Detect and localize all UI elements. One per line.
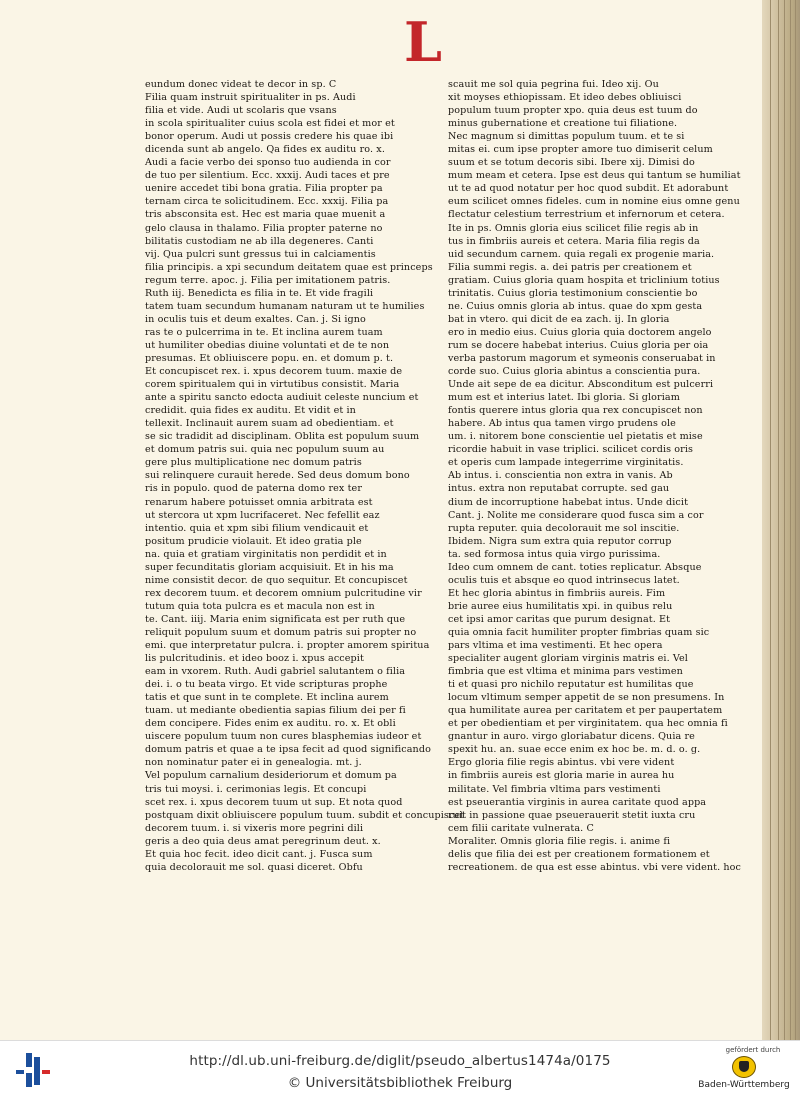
- text-line: Ideo cum omnem de cant. toties replicatur. Absque: [448, 561, 702, 573]
- text-line: nime consistit decor. de quo sequitur. Et concupiscet: [145, 574, 408, 586]
- text-line: Filia quam instruit spiritualiter in ps. Audi: [145, 92, 356, 104]
- text-line: Vel populum carnalium desideriorum et domum pa: [145, 770, 397, 782]
- text-line: brie auree eius humilitatis xpi. in quibus relu: [448, 600, 673, 612]
- text-line: tris tui moysi. i. cerimonias legis. Et concupi: [145, 783, 367, 795]
- text-line: vij. Qua pulcri sunt gressus tui in calciamentis: [145, 248, 376, 260]
- text-line: eam in vxorem. Ruth. Audi gabriel salutantem o filia: [145, 666, 406, 678]
- text-line: populum tuum propter xpo. quia deus est tuum do: [448, 105, 698, 117]
- text-line: tutum quia tota pulcra es et macula non est in: [145, 600, 375, 612]
- text-line: trinitatis. Cuius gloria testimonium conscientie bo: [448, 287, 698, 299]
- text-line: intus. extra non reputabat corrupte. sed gau: [448, 483, 670, 495]
- left-text-column: [145, 78, 465, 874]
- text-line: mum meam et cetera. Ipse est deus qui tantum se humiliat: [448, 170, 741, 182]
- text-line: locum vltimum semper appetit de se non presumens. In: [448, 692, 725, 704]
- text-line: habere. Ab intus qua tamen virgo prudens ole: [448, 418, 676, 430]
- text-line: Ibidem. Nigra sum extra quia reputor corrup: [448, 535, 672, 547]
- text-line: corde suo. Cuius gloria abintus a conscientia pura.: [448, 366, 701, 378]
- text-line: Unde ait sepe de ea dicitur. Absconditum est pulcerri: [448, 379, 714, 391]
- text-line: positum prudicie violauit. Et ideo gratia ple: [145, 535, 362, 547]
- text-line: fimbria que est vltima et minima pars vestimen: [448, 666, 683, 678]
- text-line: oculis tuis et absque eo quod intrinsecus latet.: [448, 574, 680, 586]
- sponsor-badge: [690, 1046, 798, 1098]
- text-line: bilitatis custodiam ne ab illa degeneres. Canti: [145, 235, 374, 247]
- text-line: cet ipsi amor caritas que purum designat. Et: [448, 613, 671, 625]
- state-seal-icon: [732, 1056, 756, 1078]
- text-line: emi. que interpretatur pulcra. i. propter amorem spiritua: [145, 640, 430, 652]
- text-line: delis que filia dei est per creationem formationem et: [448, 848, 710, 860]
- text-line: in scola spiritualiter cuius scola est fidei et mor et: [145, 118, 395, 130]
- text-line: uid secundum carnem. quia regali ex progenie maria.: [448, 248, 715, 260]
- text-line: dem concipere. Fides enim ex auditu. ro. x. Et obli: [145, 718, 396, 730]
- permalink-url[interactable]: http://dl.ub.uni-freiburg.de/diglit/pseudo_albertus1474a/0175: [189, 1053, 611, 1069]
- text-line: non nominatur pater ei in genealogia. mt. j.: [145, 757, 362, 769]
- text-line: in oculis tuis et deum exaltes. Can. j. Si igno: [145, 313, 366, 325]
- text-line: et operis cum lampade integerrime virginitatis.: [448, 457, 684, 469]
- text-line: militate. Vel fimbria vltima pars vestimenti: [448, 783, 661, 795]
- text-line: sui relinquere curauit herede. Sed deus domum bono: [145, 470, 410, 482]
- text-line: lis pulcritudinis. et ideo booz i. xpus accepit: [145, 653, 364, 665]
- text-line: decorem tuum. i. si vixeris more pegrini dili: [145, 822, 364, 834]
- text-line: ante a spiritu sancto edocta audiuit celeste nuncium et: [145, 392, 419, 404]
- text-line: fontis querere intus gloria qua rex concupiscet non: [448, 405, 703, 417]
- folio-letter: L: [404, 10, 442, 74]
- text-line: tatem tuam secundum humanam naturam ut te humilies: [145, 300, 425, 312]
- text-line: dium de incorruptione habebat intus. Unde dicit: [448, 496, 689, 508]
- text-line: spexit hu. an. suae ecce enim ex hoc be. m. d. o. g.: [448, 744, 701, 756]
- text-line: gratiam. Cuius gloria quam hospita et triclinium totius: [448, 274, 720, 286]
- text-line: Ite in ps. Omnis gloria eius scilicet filie regis ab in: [448, 222, 699, 234]
- text-line: na. quia et gratiam virginitatis non perdidit et in: [145, 548, 387, 560]
- text-line: Ergo gloria filie regis abintus. vbi vere vident: [448, 757, 675, 769]
- text-line: tatis et que sunt in te complete. Et inclina aurem: [145, 692, 389, 704]
- text-line: est pseuerantia virginis in aurea caritate quod appa: [448, 796, 707, 808]
- text-line: Cant. j. Nolite me considerare quod fusca sim a cor: [448, 509, 704, 521]
- text-line: domum patris et quae a te ipsa fecit ad quod significando: [145, 744, 431, 756]
- text-line: ricordie habuit in vase triplici. scilicet cordis oris: [448, 444, 694, 456]
- text-line: ut te ad quod notatur per hoc quod subdit. Et adorabunt: [448, 183, 729, 195]
- text-line: Ab intus. i. conscientia non extra in vanis. Ab: [448, 470, 673, 482]
- text-line: regum terre. apoc. j. Filia per imitationem patris.: [145, 274, 391, 286]
- text-line: et domum patris sui. quia nec populum suum au: [145, 444, 385, 456]
- text-line: eum scilicet omnes fideles. cum in nomine eius omne genu: [448, 196, 740, 208]
- text-line: mum est et interius latet. Ibi gloria. Si gloriam: [448, 392, 680, 404]
- text-line: reliquit populum suum et domum patris sui propter no: [145, 626, 417, 638]
- text-line: quia omnia facit humiliter propter fimbrias quam sic: [448, 626, 710, 638]
- text-line: ras te o pulcerrima in te. Et inclina aurem tuam: [145, 326, 383, 338]
- text-line: ero in medio eius. Cuius gloria quia doctorem angelo: [448, 326, 712, 338]
- text-line: Et hec gloria abintus in fimbriis aureis. Fim: [448, 587, 666, 599]
- text-line: filia principis. a xpi secundum deitatem quae est princeps: [145, 261, 433, 273]
- text-line: ti et quasi pro nichilo reputatur est humilitas que: [448, 679, 694, 691]
- text-line: tus in fimbriis aureis et cetera. Maria filia regis da: [448, 235, 700, 247]
- text-line: presumas. Et obliuiscere popu. en. et domum p. t.: [145, 352, 394, 364]
- sponsor-note: gefördert durch: [725, 1046, 781, 1054]
- text-line: ta. sed formosa intus quia virgo purissima.: [448, 548, 661, 560]
- text-line: eundum donec videat te decor in sp. C: [145, 79, 337, 90]
- text-line: minus gubernatione et creatione tui filiatione.: [448, 118, 678, 130]
- text-line: in fimbriis aureis est gloria marie in aurea hu: [448, 770, 675, 782]
- text-line: recreationem. de qua est esse abintus. vbi vere vident. hoc: [448, 861, 742, 873]
- sponsor-name: Baden-Württemberg: [698, 1080, 790, 1090]
- text-line: ternam circa te solicitudinem. Ecc. xxxij. Filia pa: [145, 196, 389, 208]
- copyright-notice: © Universitätsbibliothek Freiburg: [287, 1075, 513, 1091]
- text-line: Filia summi regis. a. dei patris per creationem et: [448, 261, 692, 273]
- text-line: dicenda sunt ab angelo. Qa fides ex auditu ro. x.: [145, 144, 385, 156]
- text-line: ne. Cuius omnis gloria ab intus. quae do xpm gesta: [448, 300, 703, 312]
- text-line: Nec magnum si dimittas populum tuum. et te si: [448, 131, 685, 143]
- text-line: Ruth iij. Benedicta es filia in te. Et vide fragili: [145, 287, 374, 299]
- text-line: bat in vtero. qui dicit de ea zach. ij. In gloria: [448, 313, 670, 325]
- text-line: corem spiritualem qui in virtutibus consistit. Maria: [145, 379, 400, 391]
- text-line: super fecunditatis gloriam acquisiuit. Et in his ma: [145, 561, 394, 573]
- text-line: Et quia hoc fecit. ideo dicit cant. j. Fusca sum: [145, 848, 373, 860]
- text-line: postquam dixit obliuiscere populum tuum. subdit et concupiscet: [145, 809, 465, 821]
- text-line: tellexit. Inclinauit aurem suam ad obedientiam. et: [145, 418, 394, 430]
- text-line: Moraliter. Omnis gloria filie regis. i. anime fi: [448, 835, 671, 847]
- viewer-footer: [0, 1040, 800, 1100]
- text-line: gnantur in auro. virgo gloriabatur dicens. Quia re: [448, 731, 695, 743]
- text-line: filia et vide. Audi ut scolaris que vsans: [145, 105, 337, 117]
- text-line: qua humilitate aurea per caritatem et per paupertatem: [448, 705, 723, 717]
- text-line: et per obedientiam et per virginitatem. qua hec omnia fi: [448, 718, 728, 730]
- text-line: gelo clausa in thalamo. Filia propter paterne no: [145, 222, 383, 234]
- text-line: cem filii caritate vulnerata. C: [448, 822, 594, 834]
- text-line: renarum habere potuisset omnia arbitrata est: [145, 496, 373, 508]
- text-line: verba pastorum magorum et symeonis conseruabat in: [448, 352, 716, 364]
- text-line: rupta reputer. quia decolorauit me sol inscitie.: [448, 522, 680, 534]
- text-line: te. Cant. iiij. Maria enim significata est per ruth que: [145, 613, 406, 625]
- text-line: geris a deo quia deus amat peregrinum deut. x.: [145, 835, 381, 847]
- text-line: ris in populo. quod de paterna domo rex ter: [145, 483, 363, 495]
- text-line: bonor operum. Audi ut possis credere his quae ibi: [145, 131, 394, 143]
- right-text-column: [448, 78, 742, 874]
- text-line: credidit. quia fides ex auditu. Et vidit et in: [145, 405, 356, 417]
- text-line: uiscere populum tuum non cures blasphemias iudeor et: [145, 731, 422, 743]
- text-line: tris absconsita est. Hec est maria quae muenit a: [145, 209, 386, 221]
- text-line: scauit me sol quia pegrina fui. Ideo xij. Ou: [448, 79, 659, 90]
- text-line: tuam. ut mediante obedientia sapias filium dei per fi: [145, 705, 406, 717]
- text-line: suum et se totum decoris sibi. Ibere xij. Dimisi do: [448, 157, 695, 169]
- text-line: mitas ei. cum ipse propter amore tuo dimiserit celum: [448, 144, 713, 156]
- text-line: ut stercora ut xpm lucrifaceret. Nec fefellit eaz: [145, 509, 380, 521]
- text-line: Et concupiscet rex. i. xpus decorem tuum. maxie de: [145, 366, 403, 378]
- text-line: pars vltima et ima vestimenti. Et hec opera: [448, 640, 663, 652]
- text-line: um. i. nitorem bone conscientie uel pietatis et mise: [448, 431, 703, 443]
- text-line: scet rex. i. xpus decorem tuum ut sup. Et nota quod: [145, 796, 403, 808]
- text-line: gere plus multiplicatione nec domum patris: [145, 457, 362, 469]
- text-line: se sic tradidit ad disciplinam. Oblita est populum suum: [145, 431, 420, 443]
- text-line: specialiter augent gloriam virginis matris ei. Vel: [448, 653, 688, 665]
- text-line: ruit in passione quae pseuerauerit stetit iuxta cru: [448, 809, 696, 821]
- text-line: Audi a facie verbo dei sponso tuo audienda in cor: [145, 157, 391, 169]
- text-line: rex decorem tuum. et decorem omnium pulcritudine vir: [145, 587, 422, 599]
- text-line: uenire accedet tibi bona gratia. Filia propter pa: [145, 183, 383, 195]
- text-line: dei. i. o tu beata virgo. Et vide scripturas prophe: [145, 679, 388, 691]
- text-line: de tuo per silentium. Ecc. xxxij. Audi taces et pre: [145, 170, 390, 182]
- book-gutter: [762, 0, 800, 1040]
- text-line: rum se docere habebat interius. Cuius gloria per oia: [448, 339, 709, 351]
- text-line: ut humiliter obedias diuine voluntati et de te non: [145, 339, 390, 351]
- text-line: intentio. quia et xpm sibi filium vendicauit et: [145, 522, 369, 534]
- text-line: xit moyses ethiopissam. Et ideo debes obliuisci: [448, 92, 682, 104]
- text-line: quia decolorauit me sol. quasi diceret. Obfu: [145, 861, 363, 873]
- text-line: flectatur celestium terrestrium et infernorum et cetera.: [448, 209, 725, 221]
